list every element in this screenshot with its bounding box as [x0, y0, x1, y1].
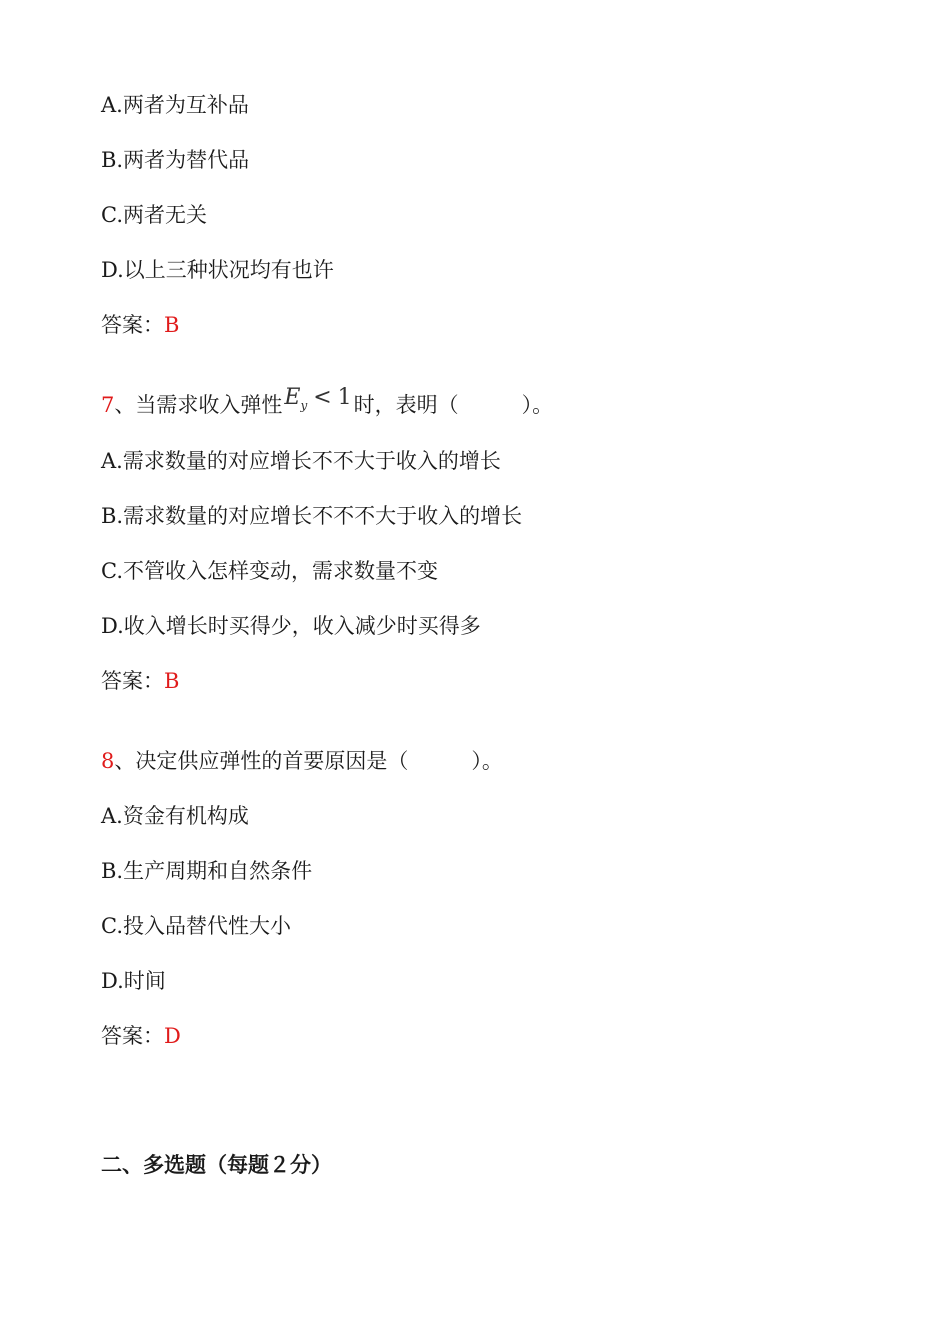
- q8-option-d: D.时间: [101, 969, 166, 993]
- q7-option-d: D.收入增长时买得少，收入减少时买得多: [101, 614, 481, 638]
- q8-stem: [101, 747, 503, 775]
- q7-option-b: B.需求数量的对应增长不不不大于收入的增长: [101, 504, 523, 528]
- q8-option-c: C.投入品替代性大小: [101, 914, 291, 938]
- q6-option-d: D.以上三种状况均有也许: [101, 258, 334, 282]
- q8-answer: [101, 1022, 181, 1050]
- q6-answer-value: B: [164, 313, 180, 337]
- q8-option-b: B.生产周期和自然条件: [101, 859, 313, 883]
- q7-formula-rhs: 1: [337, 385, 352, 410]
- q7-option-c: C.不管收入怎样变动，需求数量不变: [101, 559, 438, 583]
- q6-answer: [101, 311, 179, 339]
- q8-stem-text: 、决定供应弹性的首要原因是（ ）。: [114, 749, 503, 773]
- q8-option-a: A.资金有机构成: [101, 804, 249, 828]
- q7-stem-after: 时，表明（ ）。: [353, 393, 554, 417]
- q7-number: 7: [101, 393, 115, 417]
- q7-answer-label: 答案：: [101, 669, 164, 693]
- q6-option-a: A.两者为互补品: [101, 93, 249, 117]
- q7-formula-var: E: [284, 385, 301, 410]
- q7-answer: [101, 667, 179, 695]
- q8-answer-label: 答案：: [101, 1024, 164, 1048]
- q7-answer-value: B: [164, 669, 180, 693]
- section-heading-multiple-choice: 二、多选题（每题２分）: [101, 1153, 332, 1177]
- q6-answer-label: 答案：: [101, 313, 164, 337]
- q7-stem: [101, 385, 554, 427]
- q7-formula-op: <: [313, 385, 332, 410]
- q7-formula-sub: y: [300, 398, 308, 413]
- q7-option-a: A.需求数量的对应增长不不大于收入的增长: [101, 449, 501, 473]
- q7-formula: [284, 384, 351, 419]
- q7-stem-before: 、当需求收入弹性: [114, 393, 283, 417]
- q8-number: 8: [101, 749, 115, 773]
- q8-answer-value: D: [164, 1024, 181, 1048]
- q6-option-c: C.两者无关: [101, 203, 207, 227]
- q6-option-b: B.两者为替代品: [101, 148, 250, 172]
